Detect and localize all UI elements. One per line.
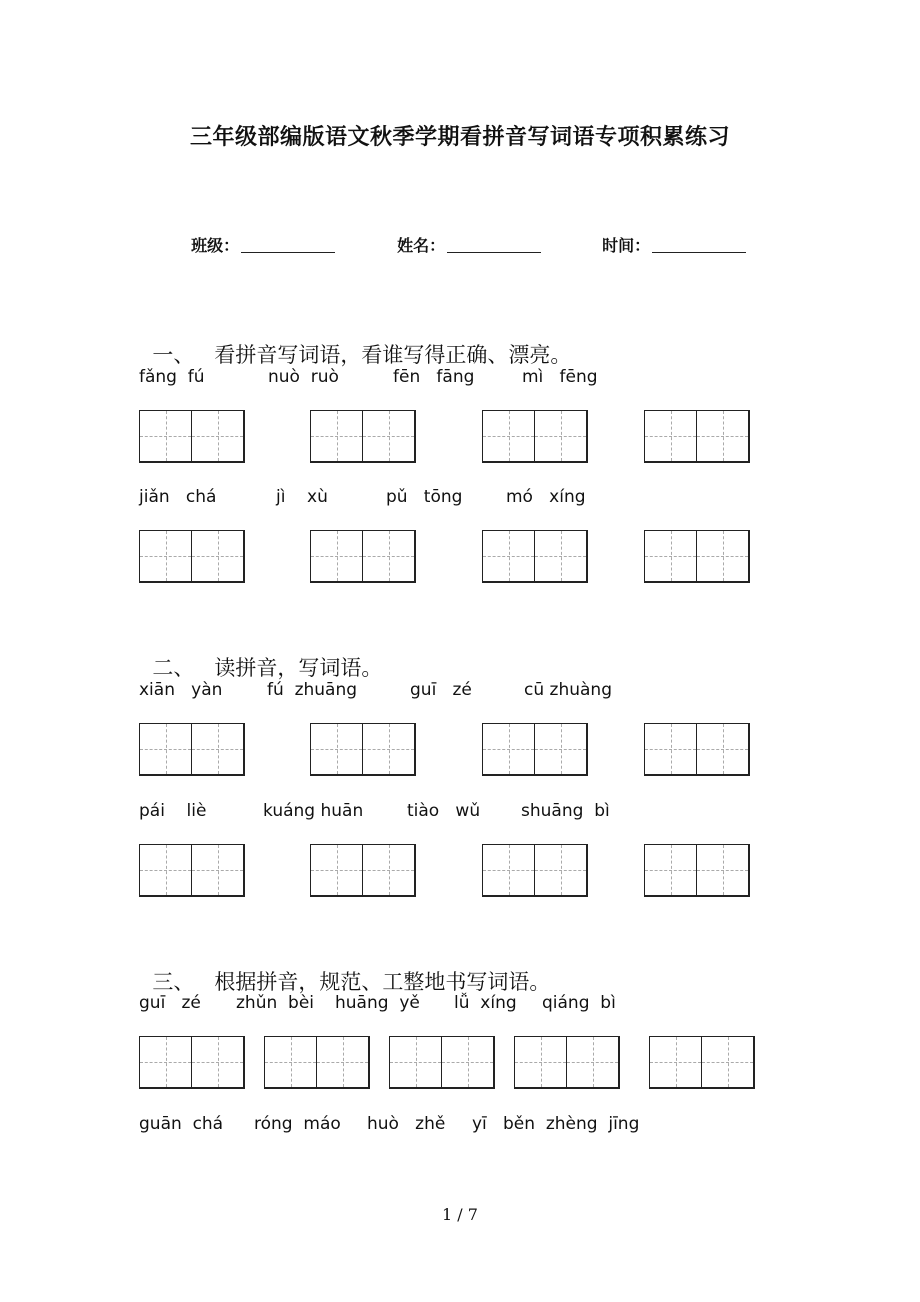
writing-cell[interactable] xyxy=(140,845,192,895)
writing-grid-box[interactable] xyxy=(310,410,416,463)
writing-grid-box[interactable] xyxy=(310,723,416,776)
writing-grid-box[interactable] xyxy=(310,844,416,897)
writing-grid-box[interactable] xyxy=(644,530,750,583)
writing-cell[interactable] xyxy=(645,724,697,774)
writing-cell[interactable] xyxy=(645,411,697,461)
writing-grid-box[interactable] xyxy=(139,530,245,583)
pinyin-label: nuò ruò xyxy=(268,367,339,387)
writing-cell[interactable] xyxy=(363,724,414,774)
writing-cell[interactable] xyxy=(363,411,414,461)
writing-cell[interactable] xyxy=(265,1037,317,1087)
time-field[interactable] xyxy=(591,214,746,256)
writing-grid-box[interactable] xyxy=(514,1036,620,1089)
pinyin-label: róng máo xyxy=(254,1114,341,1134)
section-1-heading xyxy=(139,315,571,369)
writing-cell[interactable] xyxy=(645,845,697,895)
writing-grid-box[interactable] xyxy=(482,844,588,897)
writing-cell[interactable] xyxy=(311,724,363,774)
writing-cell[interactable] xyxy=(390,1037,442,1087)
document-title: 三年级部编版语文秋季学期看拼音写词语专项积累练习 xyxy=(189,124,730,150)
writing-grid-box[interactable] xyxy=(139,1036,245,1089)
writing-cell[interactable] xyxy=(697,531,748,581)
writing-grid-box[interactable] xyxy=(482,723,588,776)
time-blank[interactable] xyxy=(652,236,746,253)
class-label: 班级： xyxy=(191,236,240,255)
section-instruction: 根据拼音，规范、工整地书写词语。 xyxy=(214,970,551,994)
writing-cell[interactable] xyxy=(697,724,748,774)
section-number: 二、 xyxy=(152,656,195,680)
time-label: 时间： xyxy=(602,236,651,255)
pinyin-label: huāng yě xyxy=(335,993,420,1013)
pinyin-label: huò zhě xyxy=(367,1114,446,1134)
section-3-heading xyxy=(139,942,550,996)
writing-cell[interactable] xyxy=(192,531,243,581)
writing-grid-box[interactable] xyxy=(482,410,588,463)
writing-cell[interactable] xyxy=(311,411,363,461)
name-blank[interactable] xyxy=(447,236,541,253)
writing-cell[interactable] xyxy=(535,845,586,895)
writing-cell[interactable] xyxy=(483,411,535,461)
writing-cell[interactable] xyxy=(483,845,535,895)
writing-cell[interactable] xyxy=(697,845,748,895)
writing-cell[interactable] xyxy=(192,724,243,774)
pinyin-label: pǔ tōng xyxy=(386,487,463,507)
writing-cell[interactable] xyxy=(363,531,414,581)
pinyin-label: mì fēng xyxy=(522,367,598,387)
pinyin-label: guī zé xyxy=(139,993,201,1013)
writing-cell[interactable] xyxy=(567,1037,618,1087)
writing-grid-box[interactable] xyxy=(139,844,245,897)
writing-cell[interactable] xyxy=(483,724,535,774)
writing-grid-box[interactable] xyxy=(644,723,750,776)
pinyin-label: fǎng fú xyxy=(139,367,205,387)
writing-cell[interactable] xyxy=(140,411,192,461)
pinyin-label: cū zhuàng xyxy=(524,680,612,700)
pinyin-label: tiào wǔ xyxy=(407,801,481,821)
writing-grid-box[interactable] xyxy=(644,844,750,897)
writing-cell[interactable] xyxy=(702,1037,753,1087)
writing-cell[interactable] xyxy=(483,531,535,581)
pinyin-label: fú zhuāng xyxy=(267,680,358,700)
class-field[interactable] xyxy=(180,214,335,256)
name-field[interactable] xyxy=(386,214,541,256)
pinyin-label: zhǔn bèi xyxy=(236,993,315,1013)
pinyin-label: qiáng bì xyxy=(542,993,616,1013)
section-number: 一、 xyxy=(152,343,195,367)
page-indicator: 1 / 7 xyxy=(442,1205,478,1224)
writing-cell[interactable] xyxy=(140,1037,192,1087)
writing-cell[interactable] xyxy=(650,1037,702,1087)
pinyin-label: guān chá xyxy=(139,1114,224,1134)
section-instruction: 看拼音写词语，看谁写得正确、漂亮。 xyxy=(214,343,572,367)
writing-cell[interactable] xyxy=(535,411,586,461)
writing-cell[interactable] xyxy=(192,411,243,461)
writing-grid-box[interactable] xyxy=(310,530,416,583)
pinyin-label: xiān yàn xyxy=(139,680,223,700)
writing-cell[interactable] xyxy=(311,845,363,895)
writing-grid-box[interactable] xyxy=(139,723,245,776)
writing-cell[interactable] xyxy=(140,531,192,581)
pinyin-label: kuáng huān xyxy=(263,801,364,821)
section-instruction: 读拼音，写词语。 xyxy=(214,656,383,680)
writing-cell[interactable] xyxy=(697,411,748,461)
writing-grid-box[interactable] xyxy=(649,1036,755,1089)
writing-cell[interactable] xyxy=(317,1037,368,1087)
writing-cell[interactable] xyxy=(311,531,363,581)
pinyin-label: guī zé xyxy=(410,680,472,700)
pinyin-label: fēn fāng xyxy=(393,367,475,387)
pinyin-label: lǚ xíng xyxy=(454,993,517,1013)
pinyin-label: pái liè xyxy=(139,801,207,821)
writing-cell[interactable] xyxy=(192,845,243,895)
writing-grid-box[interactable] xyxy=(139,410,245,463)
writing-grid-box[interactable] xyxy=(644,410,750,463)
writing-grid-box[interactable] xyxy=(264,1036,370,1089)
section-2-heading xyxy=(139,628,382,682)
writing-cell[interactable] xyxy=(442,1037,493,1087)
pinyin-label: jì xù xyxy=(276,487,328,507)
writing-cell[interactable] xyxy=(363,845,414,895)
writing-cell[interactable] xyxy=(535,531,586,581)
section-number: 三、 xyxy=(152,970,195,994)
writing-cell[interactable] xyxy=(140,724,192,774)
name-label: 姓名： xyxy=(397,236,446,255)
class-blank[interactable] xyxy=(241,236,335,253)
pinyin-label: yī běn zhèng jīng xyxy=(472,1114,640,1134)
writing-cell[interactable] xyxy=(192,1037,243,1087)
writing-cell[interactable] xyxy=(515,1037,567,1087)
writing-cell[interactable] xyxy=(645,531,697,581)
writing-grid-box[interactable] xyxy=(389,1036,495,1089)
writing-grid-box[interactable] xyxy=(482,530,588,583)
pinyin-label: shuāng bì xyxy=(521,801,610,821)
pinyin-label: jiǎn chá xyxy=(139,487,217,507)
pinyin-label: mó xíng xyxy=(506,487,586,507)
writing-cell[interactable] xyxy=(535,724,586,774)
